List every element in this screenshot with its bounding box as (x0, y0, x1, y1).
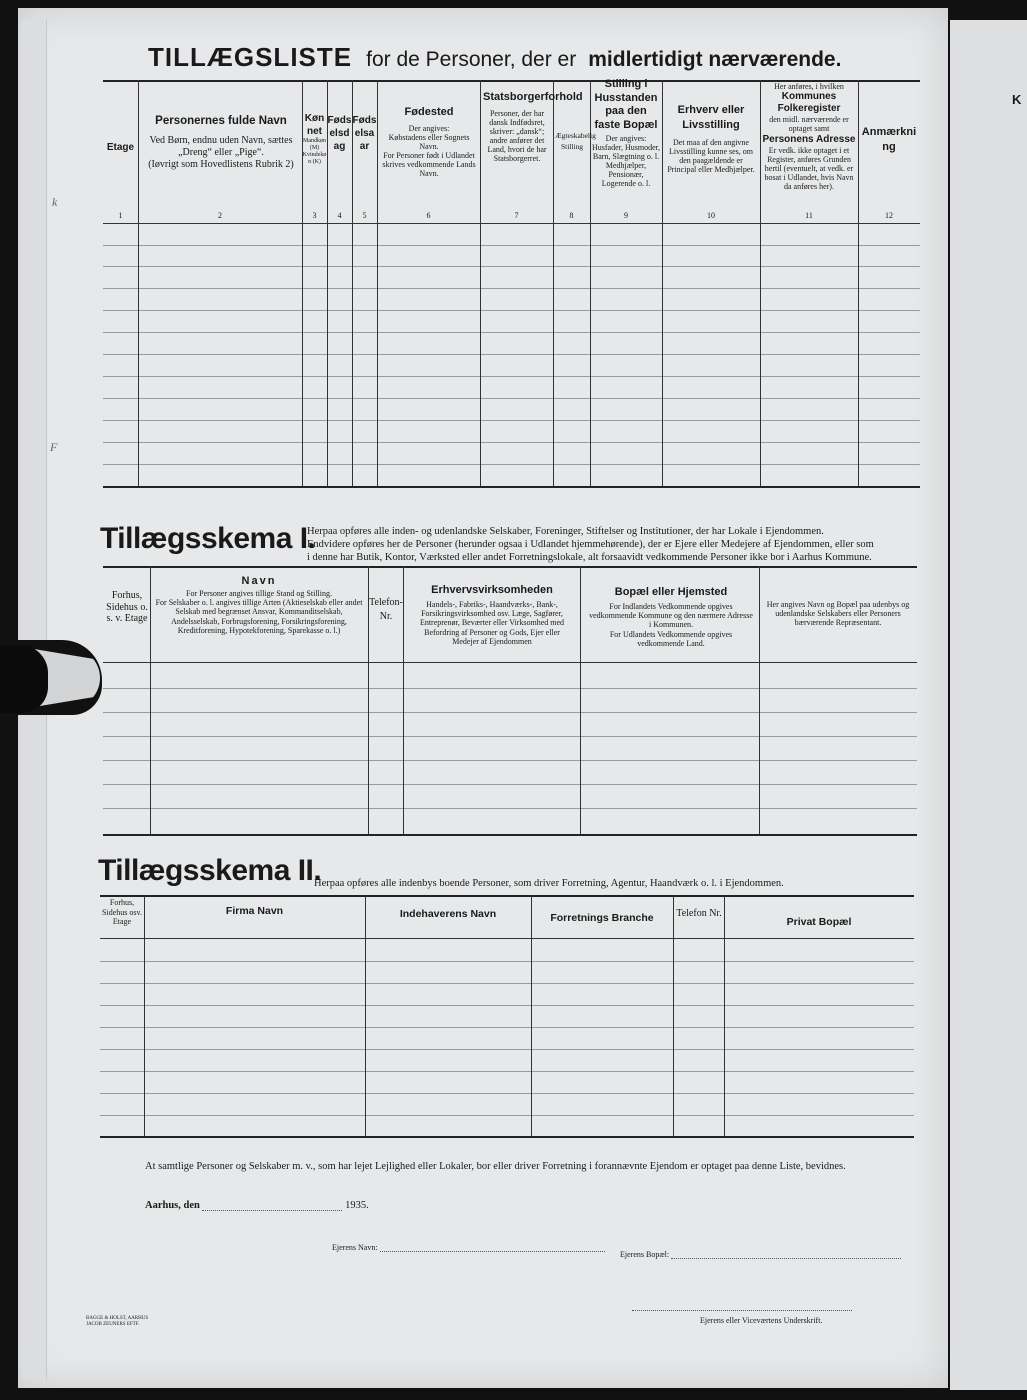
schema1-title: Tillægsskema I. (100, 522, 316, 555)
schema1-desc-line: Endvidere opføres her de Personer (herunder ogsaa i Udlandet hjemmehørende), der er Ejere eller Medejere af Ejendommen, eller som (307, 539, 874, 550)
col-number: 6 (426, 211, 431, 220)
s1-col-etage: Forhus, Sidehus o. s. v. Etage (106, 590, 148, 624)
col-number: 2 (218, 211, 222, 220)
s1-col-navn: Navn For Personer angives tillige Stand og Stilling. For Selskaber o. l. angives tillige Arten (Aktieselskab eller andet Selskab med begrænset Ansvar, Kommanditselskab, Andelsselskab, Forbrugsforening, Forsikringsforening, Kreditforening, Hypotekforening, Sparekasse o. l.) (155, 575, 363, 635)
date-line (145, 1200, 369, 1211)
col-statsborger: Statsborgerforhold Personer, der har dansk Indfødsret, skriver: „dansk“; andre anfører det Land, hvori de har Statsborgerret. (483, 91, 583, 163)
s1-col-erhverv: Erhvervsvirksomheden Handels-, Fabriks-, Haandværks-, Bank-, Forsikringsvirksomhed osv. Læge, Sagfører, Entreprenør, Beværter eller Virksomhed med Befordring af Personer og Gods, Ejer eller Medejer af Ejendommen (419, 584, 565, 646)
signature-line (632, 1300, 852, 1311)
col-etage: Etage (106, 142, 135, 153)
col-number: 11 (805, 211, 813, 220)
facing-page (950, 20, 1027, 1390)
schema2-title: Tillægsskema II. (98, 854, 322, 887)
facing-page-text: K (1012, 92, 1022, 107)
title-bold: midlertidigt nærværende. (588, 48, 842, 71)
schema2-desc: Herpaa opføres alle indenbys boende Personer, som driver Forretning, Agentur, Haandværk o. l. i Ejendommen. (314, 878, 784, 889)
owner-address-line (620, 1250, 901, 1259)
col-navn: Personernes fulde Navn Ved Børn, endnu uden Navn, sættes „Dreng“ eller „Pige“. (Iøvrigt som Hovedlistens Rubrik 2) (148, 115, 294, 170)
s1-col-telefon: Telefon-Nr. (369, 597, 403, 622)
s2-col-indehaver: Indehaverens Navn (399, 908, 497, 920)
col-number: 12 (885, 211, 893, 220)
title-middle: for de Personer, der er (366, 48, 577, 71)
col-koen: Kønnet Mandkøn (M) Kvindekøn (K) (302, 113, 327, 165)
col-number: 1 (118, 211, 123, 220)
s2-col-etage: Forhus, Sidehus osv. Etage (102, 898, 142, 926)
s2-col-firma: Firma Navn (225, 905, 284, 917)
col-aegteskab: Ægteskabelig Stilling (555, 131, 596, 151)
owner-address-field (671, 1258, 901, 1259)
pencil-mark: F (50, 440, 58, 454)
col-number: 8 (569, 211, 574, 220)
owner-name-line (332, 1243, 605, 1252)
col-anmaerkning: Anmærkning (861, 126, 917, 153)
col-foedselsdag: Fødselsdag (327, 115, 352, 152)
schema1-desc-line: Herpaa opføres alle inden- og udenlandske Selskaber, Foreninger, Stiftelser og Institutioner, der har Lokale i Ejendommen. (307, 526, 824, 537)
s2-col-branche: Forretnings Branche (550, 912, 654, 924)
date-label: Aarhus, den (145, 1200, 200, 1211)
schema1-desc-line: i denne har Butik, Kontor, Værksted eller andet Forretningslokale, alt forsaavidt vedkommende Personer ikke bor i Aarhus Kommune. (307, 552, 872, 563)
s1-col-bopael: Bopæl eller Hjemsted For Indlandets Vedkommende opgives vedkommende Kommune og den nærmere Adresse i Kommunen. For Udlandets Vedkommende opgives vedkommende Land. (589, 586, 753, 648)
col-foedested: Fødested Der angives: Købstadens eller Sognets Navn. For Personer født i Udlandet skrives vedkommende Lands Navn. (382, 106, 476, 178)
col-number: 3 (312, 211, 317, 220)
owner-address-label: Ejerens Bopæl: (620, 1250, 670, 1259)
col-folkeregister: Her anføres, i hvilken Kommunes Folkeregister den midl. nærværende er optaget samt Personens Adresse Er vedk. ikke optaget i et Register, anføres Grunden hertil (eventuelt, at vedk. er bosat i Udlandet, hvis Navn da anføres her). (762, 82, 856, 191)
col-number: 10 (707, 211, 715, 220)
col-foedselsaar: Fødselsaar (352, 115, 377, 152)
signature-label: Ejerens eller Viceværtens Underskrift. (700, 1316, 823, 1325)
col-erhverv: Erhverv eller Livsstilling Det maa af den angivne Livsstilling kunne ses, om den paagældende er Principal eller Medhjælper. (667, 104, 755, 174)
col-number: 9 (624, 211, 628, 220)
binder-clip-shadow (0, 645, 48, 713)
pencil-mark: k (52, 195, 58, 209)
s2-col-bopael: Privat Bopæl (786, 916, 852, 928)
page-title (148, 42, 841, 73)
col-number: 5 (362, 211, 367, 220)
printer-imprint: BAGGE & HOLST, AARHUS JACOB ZEUNERS EFTF. (86, 1316, 149, 1327)
col-number: 7 (514, 211, 519, 220)
title-main: TILLÆGSLISTE (148, 42, 353, 72)
s1-col-repraesentant: Her angives Navn og Bopæl paa udenbys og udenlandske Selskabers eller Personers bærværende Repræsentant. (766, 600, 910, 628)
year-label: 1935. (345, 1200, 369, 1211)
owner-name-label: Ejerens Navn: (332, 1243, 378, 1252)
col-number: 4 (337, 211, 342, 220)
attestation-text: At samtlige Personer og Selskaber m. v., som har lejet Lejlighed eller Lokaler, bor eller driver Forretning i forannævnte Ejendom er optaget paa denne Liste, bevidnes. (145, 1161, 846, 1172)
owner-name-field (380, 1251, 605, 1252)
col-stilling-husstand: Stilling i Husstanden paa den faste Bopæl Der angives: Husfader, Husmoder, Barn, Slægtning o. l. Medhjælper, Pensionær, Logerende o. l. (592, 78, 661, 188)
s2-col-telefon: Telefon Nr. (676, 908, 722, 919)
date-field (202, 1210, 342, 1211)
signature-field (632, 1310, 852, 1311)
